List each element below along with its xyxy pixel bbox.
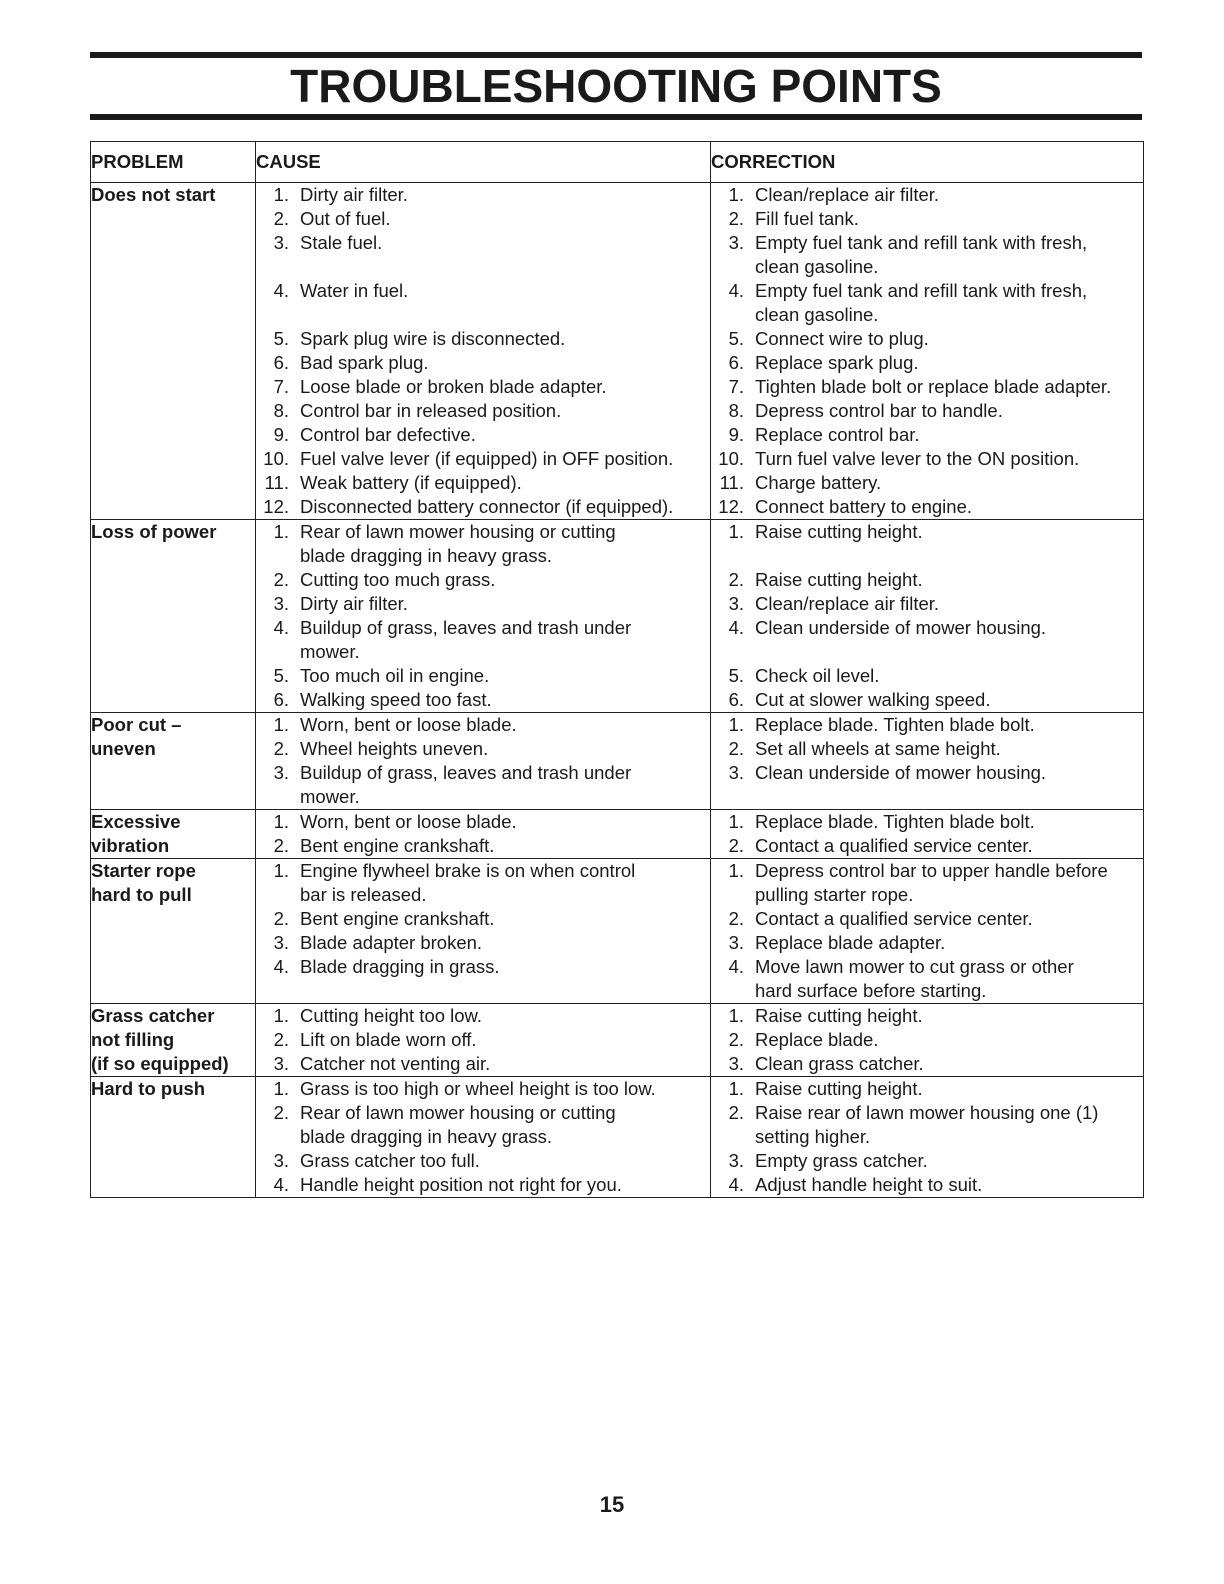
cause-item	[256, 907, 710, 931]
cause-number: 9.	[273, 424, 289, 445]
cause-text: Handle height position not right for you.	[300, 1174, 622, 1195]
correction-item	[711, 979, 1143, 1003]
correction-number: 1.	[728, 184, 744, 205]
correction-cell	[711, 713, 1144, 810]
correction-number: 1.	[728, 1005, 744, 1026]
cause-text: Dirty air filter.	[300, 184, 408, 205]
correction-text: Depress control bar to upper handle before	[755, 860, 1108, 881]
correction-item	[711, 664, 1143, 688]
spacer	[711, 544, 1143, 568]
cause-item	[256, 1077, 710, 1101]
cause-item	[256, 1052, 710, 1076]
correction-number: 8.	[728, 400, 744, 421]
cause-item	[256, 688, 710, 712]
cause-text: blade dragging in heavy grass.	[300, 1126, 552, 1147]
cause-number: 5.	[273, 665, 289, 686]
correction-cell	[711, 859, 1144, 1004]
correction-text: Empty fuel tank and refill tank with fresh,	[755, 232, 1088, 253]
cause-text: Grass is too high or wheel height is too low.	[300, 1078, 656, 1099]
correction-item	[711, 713, 1143, 737]
problem-label: (if so equipped)	[91, 1053, 229, 1074]
correction-number: 2.	[728, 569, 744, 590]
cause-text: Rear of lawn mower housing or cutting	[300, 521, 616, 542]
cause-text: Fuel valve lever (if equipped) in OFF position.	[300, 448, 674, 469]
correction-text: Depress control bar to handle.	[755, 400, 1003, 421]
correction-number: 5.	[728, 328, 744, 349]
cause-item	[256, 810, 710, 834]
table-header-row	[91, 142, 1144, 183]
cause-text: Worn, bent or loose blade.	[300, 714, 517, 735]
cause-item	[256, 471, 710, 495]
cause-item	[256, 1028, 710, 1052]
cause-cell	[256, 1077, 711, 1198]
correction-number: 3.	[728, 232, 744, 253]
correction-text: Adjust handle height to suit.	[755, 1174, 983, 1195]
cause-number: 3.	[273, 932, 289, 953]
correction-item	[711, 351, 1143, 375]
cause-text: Buildup of grass, leaves and trash under	[300, 617, 632, 638]
correction-item	[711, 568, 1143, 592]
cause-text: Water in fuel.	[300, 280, 409, 301]
correction-item	[711, 1173, 1143, 1197]
correction-cell	[711, 183, 1144, 520]
correction-number: 2.	[728, 835, 744, 856]
cause-item	[256, 785, 710, 809]
correction-item	[711, 931, 1143, 955]
cause-text: Blade dragging in grass.	[300, 956, 500, 977]
cause-item	[256, 931, 710, 955]
correction-text: Replace blade. Tighten blade bolt.	[755, 811, 1035, 832]
cause-text: Rear of lawn mower housing or cutting	[300, 1102, 616, 1123]
cause-text: Worn, bent or loose blade.	[300, 811, 517, 832]
correction-text: Replace control bar.	[755, 424, 920, 445]
problem-label: vibration	[91, 835, 170, 856]
cause-text: Disconnected battery connector (if equipped).	[300, 496, 674, 517]
header-correction: CORRECTION	[711, 142, 1144, 183]
cause-item	[256, 375, 710, 399]
cause-number: 12.	[263, 496, 289, 517]
cause-number: 1.	[273, 714, 289, 735]
correction-item	[711, 761, 1143, 785]
correction-item	[711, 1052, 1143, 1076]
correction-text: Empty grass catcher.	[755, 1150, 928, 1171]
correction-number: 4.	[728, 280, 744, 301]
correction-item	[711, 859, 1143, 883]
spacer	[256, 255, 710, 279]
cause-number: 4.	[273, 1174, 289, 1195]
cause-item	[256, 495, 710, 519]
table-row	[91, 183, 1144, 520]
correction-item	[711, 1004, 1143, 1028]
cause-number: 10.	[263, 448, 289, 469]
cause-text: Dirty air filter.	[300, 593, 408, 614]
correction-text: Replace blade. Tighten blade bolt.	[755, 714, 1035, 735]
correction-item	[711, 592, 1143, 616]
problem-label: Hard to push	[91, 1078, 206, 1099]
cause-item	[256, 544, 710, 568]
problem-cell	[91, 1004, 256, 1077]
cause-item	[256, 207, 710, 231]
correction-number: 3.	[728, 762, 744, 783]
cause-item	[256, 351, 710, 375]
cause-item	[256, 1004, 710, 1028]
correction-item	[711, 303, 1143, 327]
correction-item	[711, 231, 1143, 255]
correction-text: Clean/replace air filter.	[755, 593, 940, 614]
correction-text: Turn fuel valve lever to the ON position.	[755, 448, 1080, 469]
correction-number: 3.	[728, 1150, 744, 1171]
cause-number: 2.	[273, 738, 289, 759]
cause-number: 3.	[273, 762, 289, 783]
correction-item	[711, 955, 1143, 979]
cause-item	[256, 231, 710, 255]
cause-text: Loose blade or broken blade adapter.	[300, 376, 607, 397]
correction-number: 1.	[728, 714, 744, 735]
correction-item	[711, 520, 1143, 544]
cause-item	[256, 279, 710, 303]
correction-item	[711, 327, 1143, 351]
cause-text: Buildup of grass, leaves and trash under	[300, 762, 632, 783]
correction-number: 5.	[728, 665, 744, 686]
cause-item	[256, 1101, 710, 1125]
cause-text: Control bar defective.	[300, 424, 476, 445]
correction-number: 9.	[728, 424, 744, 445]
cause-number: 2.	[273, 908, 289, 929]
problem-label: Starter rope	[91, 860, 196, 881]
correction-text: Raise rear of lawn mower housing one (1)	[755, 1102, 1099, 1123]
problem-label: Excessive	[91, 811, 181, 832]
problem-label: uneven	[91, 738, 156, 759]
page-title: TROUBLESHOOTING POINTS	[290, 60, 942, 112]
cause-number: 1.	[273, 184, 289, 205]
correction-item	[711, 907, 1143, 931]
correction-number: 6.	[728, 352, 744, 373]
cause-number: 1.	[273, 811, 289, 832]
cause-item	[256, 183, 710, 207]
cause-text: Cutting height too low.	[300, 1005, 483, 1026]
correction-item	[711, 834, 1143, 858]
problem-label: Poor cut –	[91, 714, 182, 735]
correction-text: Charge battery.	[755, 472, 882, 493]
cause-text: Engine flywheel brake is on when control	[300, 860, 636, 881]
problem-cell	[91, 810, 256, 859]
cause-item	[256, 664, 710, 688]
correction-text: Clean/replace air filter.	[755, 184, 940, 205]
correction-number: 3.	[728, 1053, 744, 1074]
correction-text: clean gasoline.	[755, 304, 879, 325]
correction-text: Connect battery to engine.	[755, 496, 973, 517]
correction-text: Contact a qualified service center.	[755, 908, 1033, 929]
cause-number: 8.	[273, 400, 289, 421]
cause-item	[256, 447, 710, 471]
correction-number: 4.	[728, 956, 744, 977]
correction-text: Tighten blade bolt or replace blade adapter.	[755, 376, 1112, 397]
cause-number: 11.	[264, 472, 289, 493]
cause-text: Too much oil in engine.	[300, 665, 490, 686]
correction-number: 6.	[728, 689, 744, 710]
correction-number: 4.	[728, 1174, 744, 1195]
title-rule-bottom	[90, 114, 1142, 120]
correction-text: Fill fuel tank.	[755, 208, 859, 229]
correction-text: Contact a qualified service center.	[755, 835, 1033, 856]
cause-number: 2.	[273, 208, 289, 229]
cause-text: Wheel heights uneven.	[300, 738, 489, 759]
page-number: 15	[599, 1492, 625, 1517]
table-row	[91, 1004, 1144, 1077]
correction-cell	[711, 810, 1144, 859]
cause-text: Walking speed too fast.	[300, 689, 492, 710]
correction-item	[711, 1149, 1143, 1173]
correction-number: 1.	[728, 1078, 744, 1099]
correction-number: 7.	[728, 376, 744, 397]
correction-item	[711, 207, 1143, 231]
cause-number: 2.	[273, 1029, 289, 1050]
correction-number: 2.	[728, 208, 744, 229]
problem-cell	[91, 183, 256, 520]
correction-number: 2.	[728, 1102, 744, 1123]
correction-item	[711, 183, 1143, 207]
correction-text: Clean underside of mower housing.	[755, 762, 1047, 783]
spacer	[256, 303, 710, 327]
cause-text: Bent engine crankshaft.	[300, 835, 495, 856]
troubleshooting-table	[90, 141, 1144, 1198]
cause-item	[256, 1149, 710, 1173]
cause-cell	[256, 810, 711, 859]
cause-number: 1.	[273, 860, 289, 881]
correction-item	[711, 279, 1143, 303]
problem-cell	[91, 1077, 256, 1198]
cause-cell	[256, 1004, 711, 1077]
cause-number: 1.	[273, 1005, 289, 1026]
cause-number: 2.	[273, 569, 289, 590]
cause-text: Control bar in released position.	[300, 400, 562, 421]
cause-text: Bent engine crankshaft.	[300, 908, 495, 929]
cause-text: bar is released.	[300, 884, 427, 905]
correction-number: 11.	[719, 472, 744, 493]
cause-number: 4.	[273, 280, 289, 301]
problem-label: Loss of power	[91, 521, 217, 542]
cause-cell	[256, 859, 711, 1004]
correction-item	[711, 810, 1143, 834]
correction-item	[711, 255, 1143, 279]
cause-number: 3.	[273, 1053, 289, 1074]
cause-text: blade dragging in heavy grass.	[300, 545, 552, 566]
cause-number: 2.	[273, 1102, 289, 1123]
cause-cell	[256, 183, 711, 520]
cause-item	[256, 399, 710, 423]
correction-text: Set all wheels at same height.	[755, 738, 1001, 759]
correction-text: Raise cutting height.	[755, 1078, 923, 1099]
correction-text: pulling starter rope.	[755, 884, 914, 905]
problem-label: Does not start	[91, 184, 216, 205]
cause-number: 6.	[273, 352, 289, 373]
correction-text: setting higher.	[755, 1126, 871, 1147]
cause-item	[256, 883, 710, 907]
cause-item	[256, 616, 710, 640]
correction-item	[711, 375, 1143, 399]
cause-text: Grass catcher too full.	[300, 1150, 480, 1171]
cause-text: Cutting too much grass.	[300, 569, 496, 590]
cause-number: 4.	[273, 956, 289, 977]
cause-number: 1.	[273, 1078, 289, 1099]
cause-number: 2.	[273, 835, 289, 856]
problem-label: Grass catcher	[91, 1005, 215, 1026]
correction-number: 2.	[728, 1029, 744, 1050]
cause-item	[256, 327, 710, 351]
cause-text: Out of fuel.	[300, 208, 391, 229]
correction-text: Raise cutting height.	[755, 521, 923, 542]
cause-item	[256, 1125, 710, 1149]
problem-label: hard to pull	[91, 884, 192, 905]
cause-item	[256, 423, 710, 447]
header-problem: PROBLEM	[91, 142, 256, 183]
correction-item	[711, 737, 1143, 761]
cause-item	[256, 955, 710, 979]
correction-text: Replace blade.	[755, 1029, 879, 1050]
cause-number: 3.	[273, 593, 289, 614]
cause-text: Blade adapter broken.	[300, 932, 483, 953]
correction-text: Move lawn mower to cut grass or other	[755, 956, 1074, 977]
table-row	[91, 810, 1144, 859]
correction-item	[711, 471, 1143, 495]
correction-number: 12.	[718, 496, 744, 517]
cause-number: 3.	[273, 232, 289, 253]
cause-number: 1.	[273, 521, 289, 542]
problem-cell	[91, 859, 256, 1004]
problem-label: not filling	[91, 1029, 175, 1050]
cause-item	[256, 761, 710, 785]
cause-text: Catcher not venting air.	[300, 1053, 491, 1074]
cause-number: 3.	[273, 1150, 289, 1171]
cause-cell	[256, 520, 711, 713]
correction-text: Cut at slower walking speed.	[755, 689, 991, 710]
cause-cell	[256, 713, 711, 810]
spacer	[711, 640, 1143, 664]
correction-text: hard surface before starting.	[755, 980, 987, 1001]
cause-number: 7.	[273, 376, 289, 397]
correction-text: Check oil level.	[755, 665, 880, 686]
correction-item	[711, 495, 1143, 519]
cause-text: Lift on blade worn off.	[300, 1029, 477, 1050]
cause-text: Spark plug wire is disconnected.	[300, 328, 566, 349]
table-row	[91, 520, 1144, 713]
correction-cell	[711, 1077, 1144, 1198]
correction-number: 2.	[728, 738, 744, 759]
correction-number: 3.	[728, 593, 744, 614]
cause-item	[256, 713, 710, 737]
cause-number: 5.	[273, 328, 289, 349]
cause-item	[256, 859, 710, 883]
correction-number: 2.	[728, 908, 744, 929]
correction-number: 1.	[728, 521, 744, 542]
correction-text: Clean grass catcher.	[755, 1053, 924, 1074]
correction-text: Empty fuel tank and refill tank with fresh,	[755, 280, 1088, 301]
correction-item	[711, 423, 1143, 447]
table-row	[91, 1077, 1144, 1198]
correction-text: Replace spark plug.	[755, 352, 919, 373]
cause-item	[256, 834, 710, 858]
correction-text: Connect wire to plug.	[755, 328, 929, 349]
correction-item	[711, 399, 1143, 423]
header-cause: CAUSE	[256, 142, 711, 183]
correction-text: clean gasoline.	[755, 256, 879, 277]
correction-number: 10.	[718, 448, 744, 469]
correction-item	[711, 447, 1143, 471]
correction-item	[711, 616, 1143, 640]
correction-item	[711, 688, 1143, 712]
cause-item	[256, 568, 710, 592]
correction-item	[711, 1077, 1143, 1101]
correction-text: Raise cutting height.	[755, 1005, 923, 1026]
problem-cell	[91, 713, 256, 810]
correction-number: 1.	[728, 811, 744, 832]
cause-text: mower.	[300, 786, 360, 807]
cause-number: 6.	[273, 689, 289, 710]
correction-text: Replace blade adapter.	[755, 932, 946, 953]
cause-text: Bad spark plug.	[300, 352, 429, 373]
correction-item	[711, 883, 1143, 907]
cause-text: Stale fuel.	[300, 232, 383, 253]
correction-text: Raise cutting height.	[755, 569, 923, 590]
cause-text: Weak battery (if equipped).	[300, 472, 522, 493]
correction-text: Clean underside of mower housing.	[755, 617, 1047, 638]
correction-item	[711, 1101, 1143, 1125]
table-row	[91, 859, 1144, 1004]
cause-item	[256, 520, 710, 544]
correction-item	[711, 1125, 1143, 1149]
correction-cell	[711, 1004, 1144, 1077]
correction-number: 3.	[728, 932, 744, 953]
correction-number: 1.	[728, 860, 744, 881]
correction-cell	[711, 520, 1144, 713]
cause-item	[256, 737, 710, 761]
cause-item	[256, 592, 710, 616]
problem-cell	[91, 520, 256, 713]
correction-number: 4.	[728, 617, 744, 638]
cause-item	[256, 640, 710, 664]
cause-item	[256, 1173, 710, 1197]
table-row	[91, 713, 1144, 810]
cause-text: mower.	[300, 641, 360, 662]
cause-number: 4.	[273, 617, 289, 638]
correction-item	[711, 1028, 1143, 1052]
